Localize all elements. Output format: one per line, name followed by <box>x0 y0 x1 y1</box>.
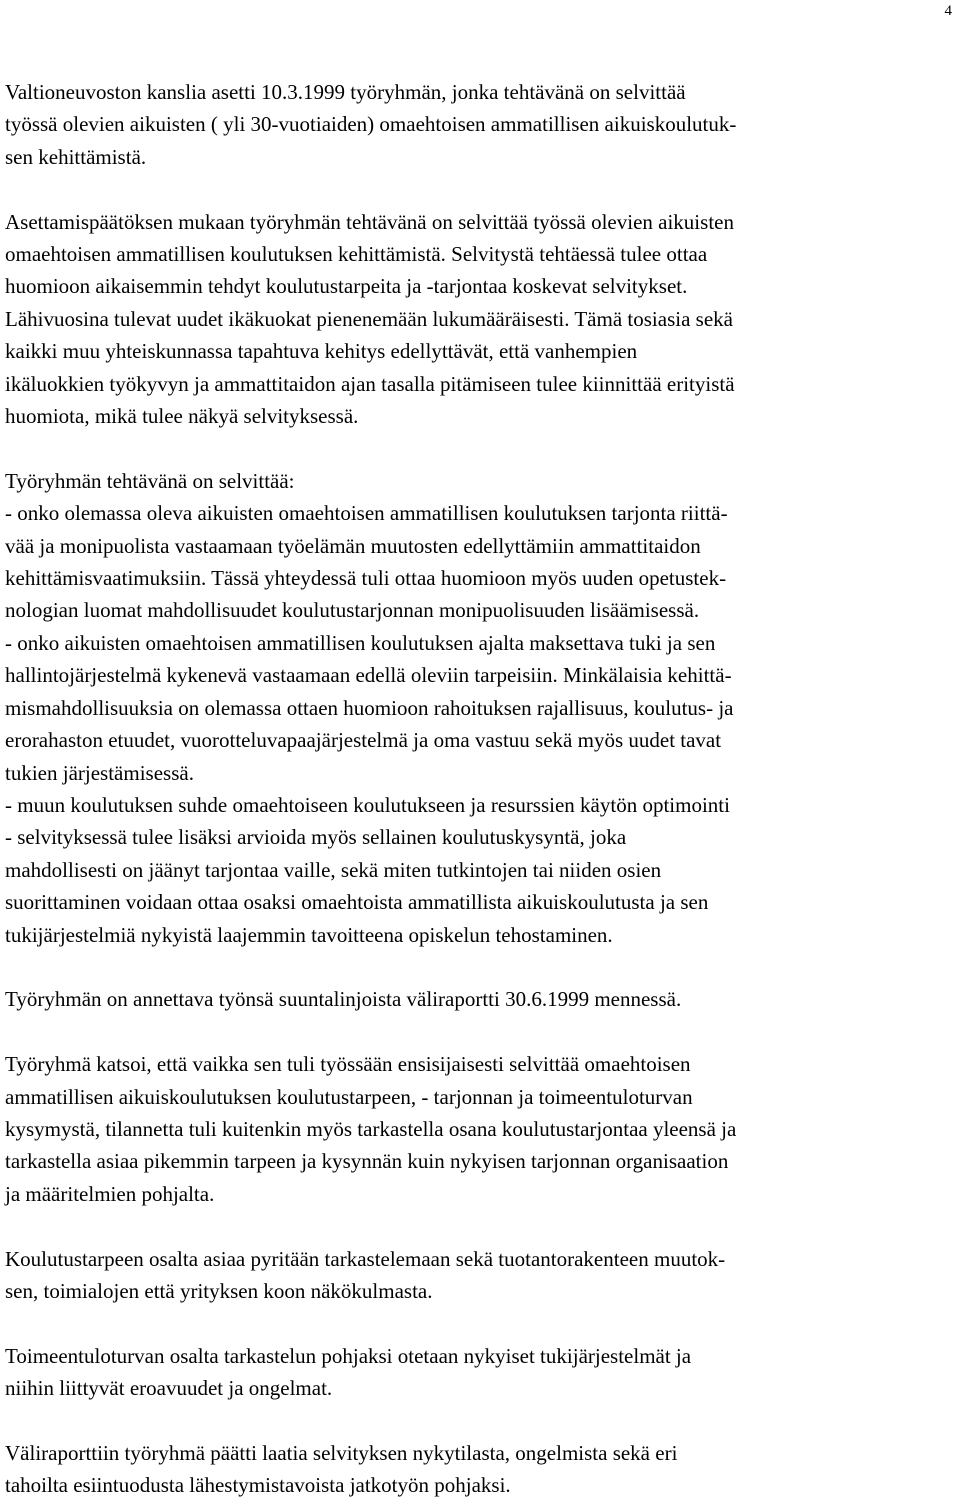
text-line: Asettamispäätöksen mukaan työryhmän tehtävänä on selvittää työssä olevien aikuisten <box>5 209 734 234</box>
paragraph <box>5 1437 957 1502</box>
text-line: tarkastella asiaa pikemmin tarpeen ja kysynnän kuin nykyisen tarjonnan organisaation <box>5 1149 729 1174</box>
text-line: tukijärjestelmiä nykyistä laajemmin tavoitteena opiskelun tehostaminen. <box>5 922 613 947</box>
text-line: vää ja monipuolista vastaamaan työelämän muutosten edellyttämiin ammattitaidon <box>5 533 701 558</box>
text-line: ikäluokkien työkyvyn ja ammattitaidon ajan tasalla pitämiseen tulee kiinnittää erityistä <box>5 371 735 396</box>
document-body <box>5 76 957 1502</box>
paragraph <box>5 1340 957 1405</box>
text-line: - onko olemassa oleva aikuisten omaehtoisen ammatillisen koulutuksen tarjonta riittä- <box>5 501 728 526</box>
text-line: - muun koulutuksen suhde omaehtoiseen koulutukseen ja resurssien käytön optimointi <box>5 792 730 817</box>
text-line: kaikki muu yhteiskunnassa tapahtuva kehitys edellyttävät, että vanhempien <box>5 339 638 364</box>
paragraph <box>5 1048 957 1210</box>
text-line: - onko aikuisten omaehtoisen ammatillisen koulutuksen ajalta maksettava tuki ja sen <box>5 630 716 655</box>
text-line: Lähivuosina tulevat uudet ikäkuokat pienenemään lukumääräisesti. Tämä tosiasia sekä <box>5 306 733 331</box>
text-line: ja määritelmien pohjalta. <box>5 1181 215 1206</box>
text-line: - selvityksessä tulee lisäksi arvioida myös sellainen koulutuskysyntä, joka <box>5 825 627 850</box>
text-line: työssä olevien aikuisten ( yli 30-vuotiaiden) omaehtoisen ammatillisen aikuiskoulutuk- <box>5 112 737 137</box>
paragraph <box>5 206 957 433</box>
page-number: 4 <box>944 3 952 19</box>
text-line: kysymystä, tilannetta tuli kuitenkin myös tarkastella osana koulutustarjontaa yleensä ja <box>5 1116 737 1141</box>
text-line: sen, toimialojen että yrityksen koon näkökulmasta. <box>5 1278 433 1303</box>
text-line: mahdollisesti on jäänyt tarjontaa vaille, sekä miten tutkintojen tai niiden osien <box>5 857 662 882</box>
text-line: Toimeentuloturvan osalta tarkastelun pohjaksi otetaan nykyiset tukijärjestelmät ja <box>5 1343 692 1368</box>
text-line: Koulutustarpeen osalta asiaa pyritään tarkastelemaan sekä tuotantorakenteen muutok- <box>5 1246 726 1271</box>
paragraph <box>5 76 957 173</box>
text-line: huomiota, mikä tulee näkyä selvityksessä. <box>5 404 359 429</box>
text-line: erorahaston etuudet, vuorotteluvapaajärjestelmä ja oma vastuu sekä myös uudet tavat <box>5 728 722 753</box>
text-line: sen kehittämistä. <box>5 144 147 169</box>
text-line: Valtioneuvoston kanslia asetti 10.3.1999 työryhmän, jonka tehtävänä on selvittää <box>5 80 686 104</box>
text-line: Työryhmän tehtävänä on selvittää: <box>5 468 295 493</box>
text-line: niihin liittyvät eroavuudet ja ongelmat. <box>5 1376 333 1401</box>
text-line: omaehtoisen ammatillisen koulutuksen kehittämistä. Selvitystä tehtäessä tulee ottaa <box>5 242 708 267</box>
text-line: suorittaminen voidaan ottaa osaksi omaehtoista ammatillista aikuiskoulutusta ja sen <box>5 890 709 915</box>
text-line: Työryhmä katsoi, että vaikka sen tuli työssään ensisijaisesti selvittää omaehtoisen <box>5 1052 691 1077</box>
paragraph <box>5 465 957 951</box>
text-line: tahoilta esiintuodusta lähestymistavoista jatkotyön pohjaksi. <box>5 1473 511 1498</box>
paragraph <box>5 1243 957 1308</box>
text-line: hallintojärjestelmä kykenevä vastaamaan edellä oleviin tarpeisiin. Minkälaisia kehittä- <box>5 663 732 688</box>
text-line: Väliraporttiin työryhmä päätti laatia selvityksen nykytilasta, ongelmista sekä eri <box>5 1440 678 1465</box>
text-line: kehittämisvaatimuksiin. Tässä yhteydessä tuli ottaa huomioon myös uuden opetustek- <box>5 566 727 591</box>
text-line: mismahdollisuuksia on olemassa ottaen huomioon rahoituksen rajallisuus, koulutus- ja <box>5 695 734 720</box>
text-line: tukien järjestämisessä. <box>5 760 194 785</box>
text-line: Työryhmän on annettava työnsä suuntalinjoista väliraportti 30.6.1999 mennessä. <box>5 987 682 1012</box>
text-line: nologian luomat mahdollisuudet koulutustarjonnan monipuolisuuden lisäämisessä. <box>5 598 700 623</box>
text-line: huomioon aikaisemmin tehdyt koulutustarpeita ja -tarjontaa koskevat selvitykset. <box>5 274 688 299</box>
text-line: ammatillisen aikuiskoulutuksen koulutustarpeen, - tarjonnan ja toimeentuloturvan <box>5 1084 693 1109</box>
paragraph <box>5 983 957 1015</box>
